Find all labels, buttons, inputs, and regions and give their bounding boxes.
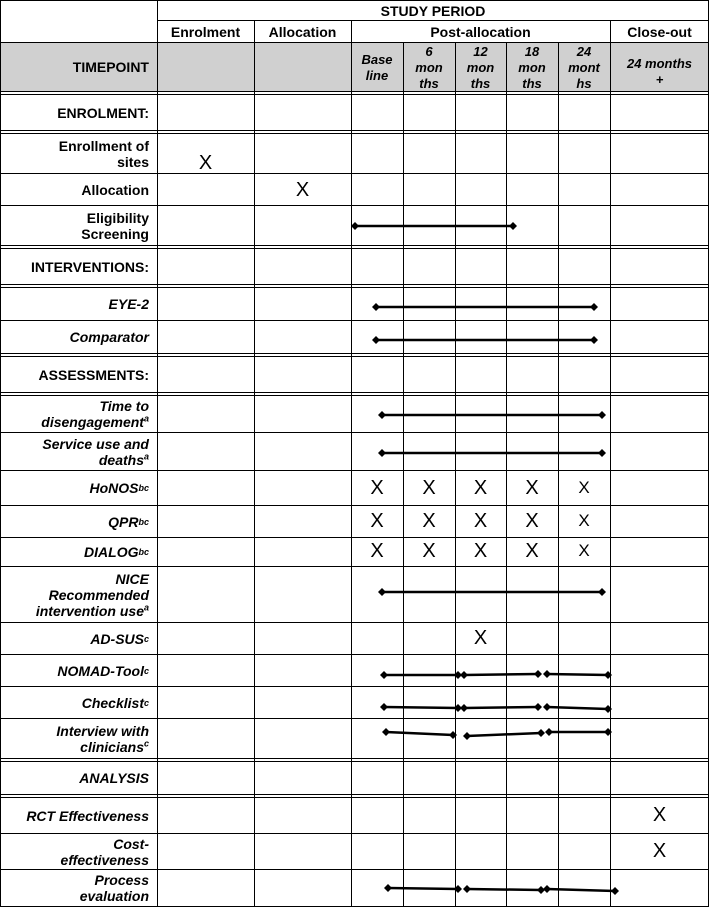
bar-checklist-2 — [460, 703, 542, 712]
row-label-honos: HoNOS bc — [89, 480, 149, 496]
section-assessments: ASSESSMENTS: — [38, 366, 149, 383]
allocation-column-header: Allocation — [268, 23, 337, 40]
mark-qpr-18m: X — [525, 510, 539, 532]
section-enrolment: ENROLMENT: — [57, 104, 149, 121]
mark-dialog-12m: X — [473, 540, 488, 562]
bar-eligibility-screening — [351, 222, 517, 230]
mark-cost-close-out: X — [652, 840, 667, 862]
bar-service-use — [378, 449, 606, 457]
section-analysis: ANALYSIS — [79, 770, 149, 786]
timepoint-label: TIMEPOINT — [72, 59, 149, 75]
mark-ad-sus-12m: X — [473, 627, 488, 649]
mark-honos-12m: X — [473, 477, 488, 499]
mark-dialog-6m: X — [422, 540, 436, 562]
bar-process-2 — [463, 885, 545, 894]
row-label-nomad-tool: NOMAD-Tool c — [57, 662, 149, 679]
bar-checklist-3 — [543, 703, 612, 713]
timepoint-6-months: 6 mon ths — [415, 44, 443, 91]
bar-nice — [378, 588, 606, 596]
mark-honos-18m: X — [525, 477, 539, 499]
bar-process-3 — [543, 885, 619, 895]
row-label-checklist: Checklist c — [81, 694, 149, 711]
mark-dialog-baseline: X — [370, 540, 384, 562]
timepoint-24-months: 24 mont hs — [568, 44, 600, 91]
bar-nomad-2 — [460, 670, 542, 679]
bar-checklist-1 — [380, 703, 462, 712]
bar-process-1 — [384, 884, 462, 893]
post-allocation-column-header: Post-allocation — [430, 23, 531, 40]
row-label-process-evaluation: Process evaluation — [79, 872, 149, 904]
timepoint-12-months: 12 mon ths — [466, 44, 495, 91]
bar-nomad-3 — [543, 670, 612, 679]
row-label-eye-2: EYE-2 — [108, 296, 149, 312]
mark-qpr-6m: X — [422, 510, 436, 532]
enrolment-column-header: Enrolment — [170, 23, 241, 40]
mark-enrolment-sites: X — [198, 152, 213, 174]
timepoint-18-months: 18 mon ths — [518, 44, 546, 91]
row-label-qpr: QPR bc — [108, 513, 149, 530]
bar-time-to-disengagement — [378, 411, 606, 419]
bar-interview-3 — [545, 728, 612, 736]
timepoint-close-out: 24 months + — [626, 55, 692, 87]
mark-honos-baseline: X — [370, 477, 384, 499]
row-label-comparator: Comparator — [69, 329, 149, 345]
study-period-header: STUDY PERIOD — [380, 3, 486, 19]
mark-honos-6m: X — [422, 477, 436, 499]
row-label-allocation: Allocation — [81, 181, 149, 198]
timepoint-baseline: Base line — [361, 52, 393, 83]
row-label-enrollment-of-sites: Enrollment of sites — [58, 137, 149, 170]
row-label-nice: NICE Recommended intervention use$^a$ — [35, 570, 149, 619]
bar-comparator — [372, 336, 598, 344]
mark-qpr-24m: X — [578, 511, 590, 530]
row-label-rct-effectiveness: RCT Effectiveness — [26, 807, 149, 824]
section-interventions: INTERVENTIONS: — [31, 258, 149, 275]
mark-dialog-24m: X — [578, 541, 590, 560]
bar-interview-1 — [382, 728, 457, 739]
row-label-time-to-disengagement: Time to disengagement$^a$ — [41, 398, 149, 430]
row-label-eligibility-screening: Eligibility Screening — [81, 209, 149, 242]
row-label-cost-effectiveness: Cost- effectiveness — [60, 835, 149, 868]
mark-qpr-12m: X — [473, 510, 488, 532]
bar-nomad-1 — [380, 671, 462, 679]
mark-allocation: X — [295, 179, 310, 201]
mark-qpr-baseline: X — [370, 510, 384, 532]
mark-honos-24m: X — [578, 478, 590, 497]
close-out-column-header: Close-out — [627, 23, 692, 40]
mark-rct-close-out: X — [652, 804, 667, 826]
bar-eye-2 — [372, 303, 598, 311]
mark-dialog-18m: X — [525, 540, 539, 562]
bar-interview-2 — [463, 729, 545, 740]
row-label-dialog: DIALOG bc — [84, 544, 149, 560]
row-label-interview-with-clinicians: Interview with clinicians$^c$ — [56, 722, 149, 755]
row-label-service-use: Service use and deaths$^a$ — [42, 435, 149, 468]
row-label-ad-sus: AD-SUS c — [90, 630, 149, 647]
